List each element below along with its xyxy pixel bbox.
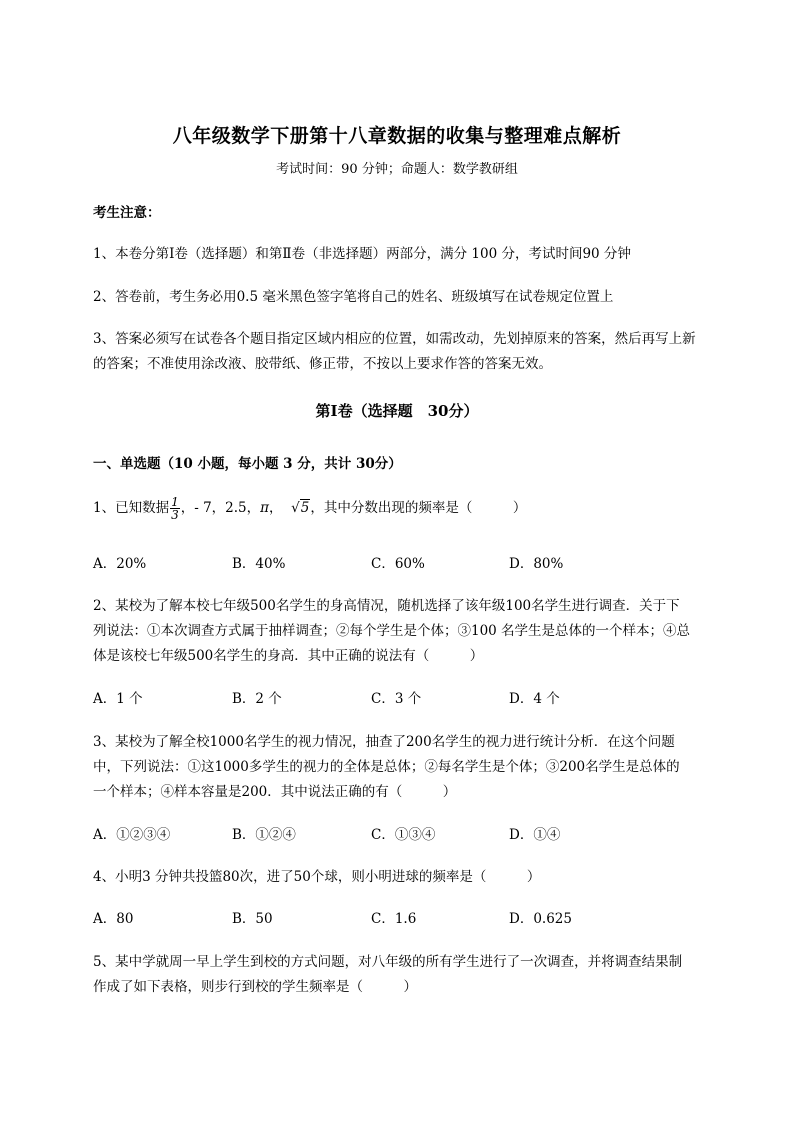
- q1-sep: ，: [269, 500, 283, 516]
- q2-option-a[interactable]: A．1 个: [93, 691, 143, 707]
- question-2-line-3: 体是该校七年级500名学生的身高．其中正确的说法有（ ）: [93, 648, 484, 664]
- q2-option-c[interactable]: C．3 个: [371, 691, 422, 707]
- question-2-line-2: 列说法：①本次调查方式属于抽样调查；②每个学生是个体；③100 名学生是总体的一个样本；④总: [93, 623, 691, 639]
- q4-option-c[interactable]: C．1.6: [371, 911, 417, 927]
- q1-suffix: ，其中分数出现的频率是（ ）: [310, 500, 527, 516]
- q1-prefix: 1、已知数据: [93, 500, 170, 516]
- q1-option-b[interactable]: B．40%: [232, 556, 286, 572]
- q3-option-d[interactable]: D．①④: [509, 827, 561, 843]
- q2-option-d[interactable]: D．4 个: [509, 691, 560, 707]
- question-3-line-3: 一个样本；④样本容量是200．其中说法正确的有（ ）: [93, 784, 457, 800]
- notice-item-2: 2、答卷前，考生务必用0.5 毫米黑色签字笔将自己的姓名、班级填写在试卷规定位置上: [93, 289, 614, 305]
- notice-item-3: 3、答案必须写在试卷各个题目指定区域内相应的位置，如需改动，先划掉原来的答案，然后再写上新: [93, 331, 696, 347]
- question-5-line-1: 5、某中学就周一早上学生到校的方式问题，对八年级的所有学生进行了一次调查，并将调查结果制: [93, 954, 683, 970]
- notice-item-3-cont: 的答案；不准使用涂改液、胶带纸、修正带，不按以上要求作答的答案无效。: [93, 356, 552, 372]
- fraction-numerator: 1: [171, 495, 179, 509]
- q1-option-a[interactable]: A．20%: [93, 556, 147, 572]
- section-title: 第Ⅰ卷（选择题 30分）: [315, 402, 479, 420]
- q3-option-c[interactable]: C．①③④: [371, 827, 436, 843]
- q1-mid: ，- 7，2.5，: [180, 500, 261, 516]
- page-title: 八年级数学下册第十八章数据的收集与整理难点解析: [172, 125, 622, 147]
- pi-symbol: π: [260, 500, 270, 516]
- question-5-line-2: 作成了如下表格，则步行到校的学生频率是（ ）: [93, 979, 417, 995]
- notice-heading: 考生注意：: [93, 205, 161, 221]
- q3-option-b[interactable]: B．①②④: [232, 827, 296, 843]
- q2-option-b[interactable]: B．2 个: [232, 691, 282, 707]
- exam-info: 考试时间：90 分钟；命题人：数学教研组: [276, 162, 518, 177]
- question-4: 4、小明3 分钟共投篮80次，进了50个球，则小明进球的频率是（ ）: [93, 869, 541, 885]
- question-3-line-2: 中，下列说法：①这1000多学生的视力的全体是总体；②每名学生是个体；③200名学生是总体的: [93, 759, 680, 775]
- q3-option-a[interactable]: A．①②③④: [93, 827, 171, 843]
- sqrt-five: [291, 499, 310, 516]
- question-2-line-1: 2、某校为了解本校七年级500名学生的身高情况，随机选择了该年级100名学生进行调查．关于下: [93, 598, 680, 614]
- question-3-line-1: 3、某校为了解全校1000名学生的视力情况，抽查了200名学生的视力进行统计分析．在这个问题: [93, 734, 675, 750]
- question-1: [93, 496, 526, 521]
- q4-option-d[interactable]: D．0.625: [509, 911, 572, 927]
- q4-option-b[interactable]: B．50: [232, 911, 273, 927]
- sqrt-radicand: 5: [300, 500, 310, 516]
- notice-item-1: 1、本卷分第Ⅰ卷（选择题）和第Ⅱ卷（非选择题）两部分，满分 100 分，考试时间90 分钟: [93, 246, 631, 262]
- q4-option-a[interactable]: A．80: [93, 911, 134, 927]
- q1-option-c[interactable]: C．60%: [371, 556, 425, 572]
- part-heading: 一、单选题（10 小题，每小题 3 分，共计 30分）: [93, 456, 402, 472]
- fraction-denominator: 3: [171, 508, 179, 522]
- q1-option-d[interactable]: D．80%: [509, 556, 564, 572]
- sqrt-sign: √: [291, 500, 300, 516]
- fraction-one-third: [170, 496, 180, 521]
